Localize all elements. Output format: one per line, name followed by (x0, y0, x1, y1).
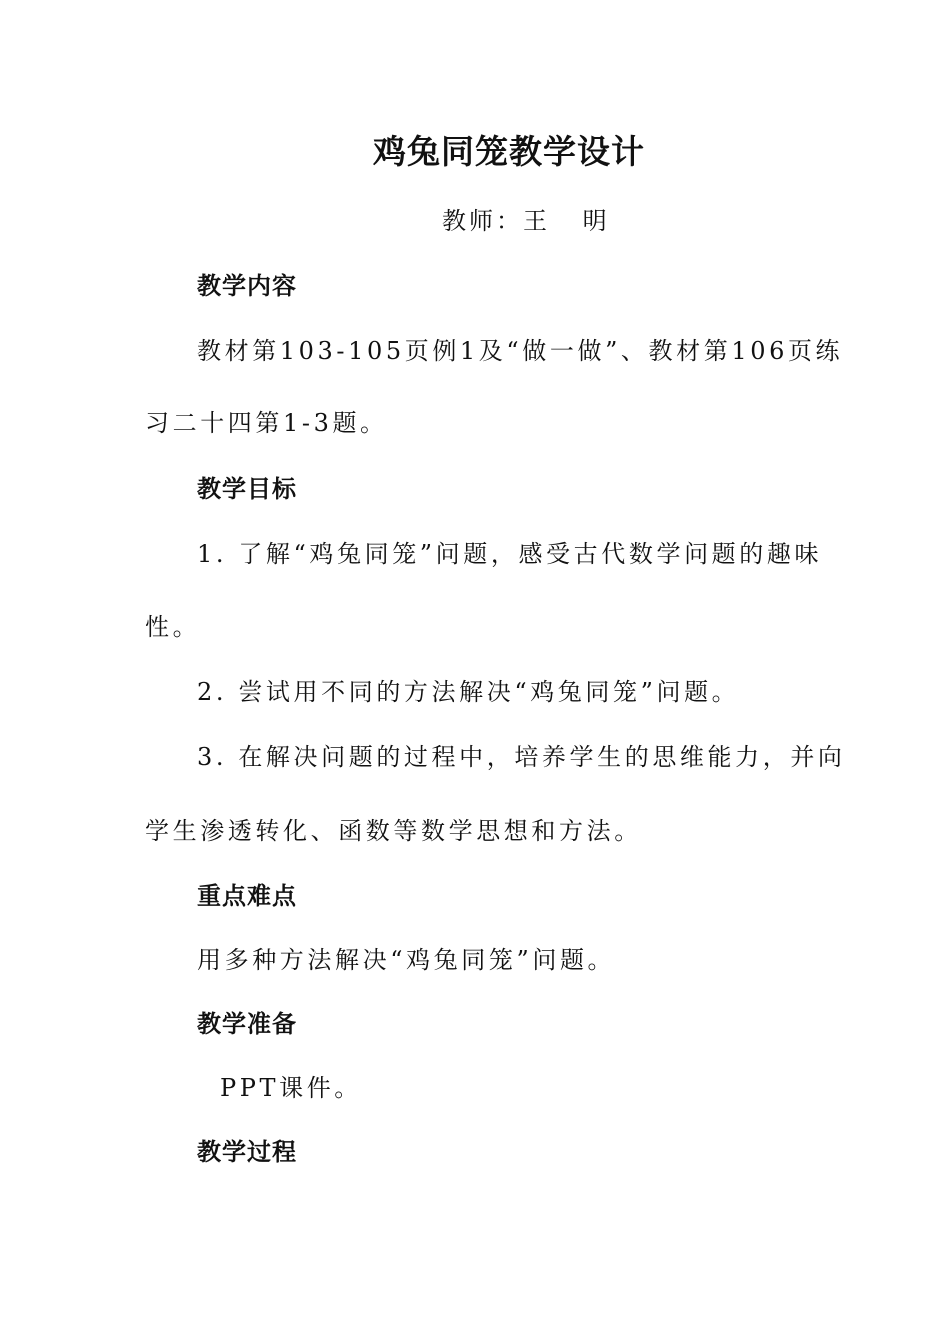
section-heading-key-points: 重点难点 (197, 882, 297, 910)
paragraph-line: 3. 在解决问题的过程中，培养学生的思维能力，并向 (197, 743, 846, 771)
paragraph-line: 习二十四第1-3题。 (145, 409, 388, 437)
paragraph-line: 1. 了解“鸡兔同笼”问题，感受古代数学问题的趣味 (197, 540, 823, 568)
author-line (442, 203, 621, 239)
paragraph-line: 性。 (145, 613, 201, 641)
paragraph-line: 学生渗透转化、函数等数学思想和方法。 (145, 817, 642, 845)
document-title: 鸡兔同笼教学设计 (373, 132, 645, 171)
paragraph-line: 2. 尝试用不同的方法解决“鸡兔同笼”问题。 (197, 678, 740, 706)
section-heading-objectives: 教学目标 (197, 475, 297, 503)
paragraph-line: 用多种方法解决“鸡兔同笼”问题。 (197, 946, 616, 974)
paragraph-line: PPT课件。 (220, 1074, 362, 1102)
section-heading-process: 教学过程 (197, 1138, 297, 1166)
paragraph-line: 教材第103-105页例1及“做一做”、教材第106页练 (197, 337, 844, 365)
author-name: 王 明 (523, 207, 621, 235)
section-heading-content: 教学内容 (197, 272, 297, 300)
section-heading-preparation: 教学准备 (197, 1010, 297, 1038)
author-label: 教师： (442, 207, 523, 235)
